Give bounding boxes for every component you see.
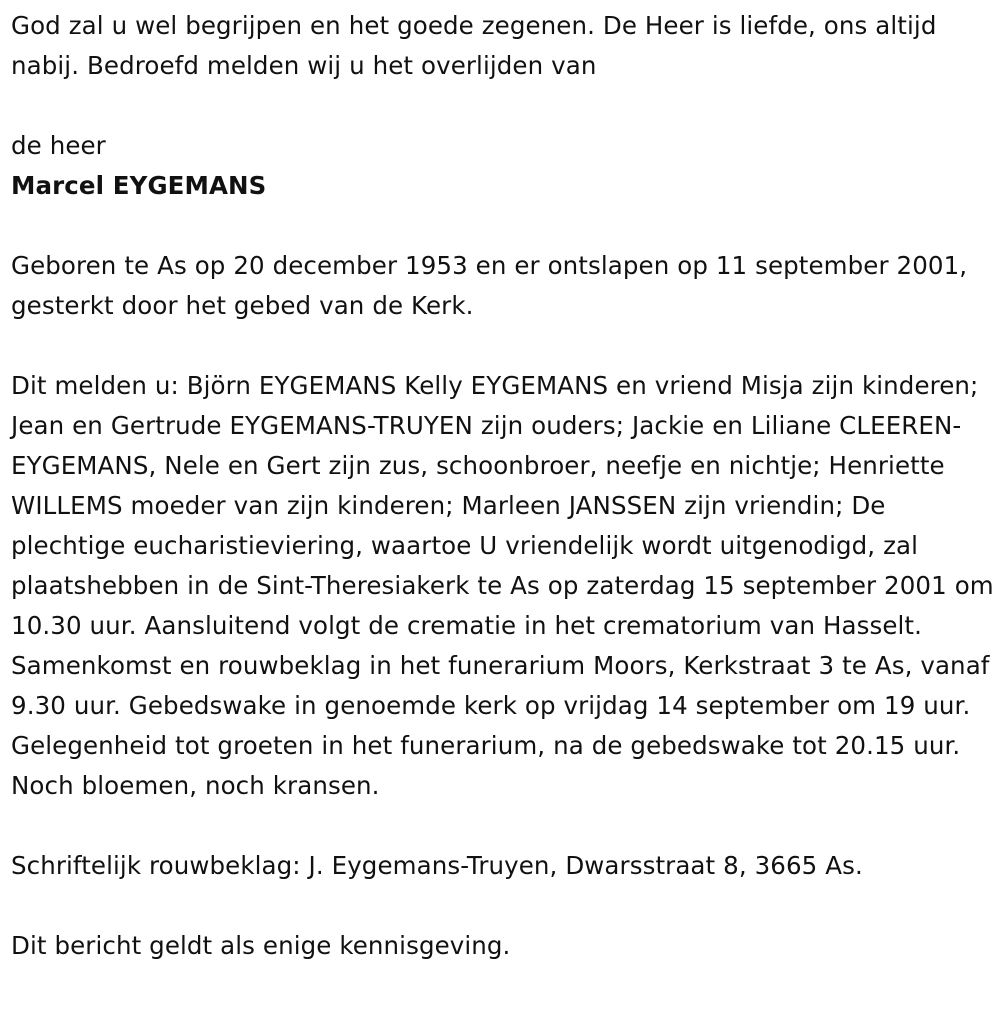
intro-text: God zal u wel begrijpen en het goede zegenen. De Heer is liefde, ons altijd nabij. Bedroefd melden wij u het overlijden van <box>11 11 937 80</box>
family-and-ceremony-text: Dit melden u: Björn EYGEMANS Kelly EYGEMANS en vriend Misja zijn kinderen; Jean en Gertrude EYGEMANS-TRUYEN zijn ouders; Jackie en Liliane CLEEREN-EYGEMANS, Nele en Gert zijn zus, schoonbroer, neefje en nichtje; Henriette WILLEMS moeder van zijn kinderen; Marleen JANSSEN zijn vriendin; De plechtige eucharistieviering, waartoe U vriendelijk wordt uitgenodigd, zal plaatshebben in de Sint-Theresiakerk te As op zaterdag 15 september 2001 om 10.30 uur. Aansluitend volgt de crematie in het crematorium van Hasselt. Samenkomst en rouwbeklag in het funerarium Moors, Kerkstraat 3 te As, vanaf 9.30 uur. Gebedswake in genoemde kerk op vrijdag 14 september om 19 uur. Gelegenheid tot groeten in het funerarium, na de gebedswake tot 20.15 uur. Noch bloemen, noch kransen. <box>11 371 994 800</box>
written-condolences-text: Schriftelijk rouwbeklag: J. Eygemans-Truyen, Dwarsstraat 8, 3665 As. <box>11 851 863 880</box>
closing-text: Dit bericht geldt als enige kennisgeving. <box>11 931 511 960</box>
spacer <box>11 326 996 366</box>
deceased-name: Marcel EYGEMANS <box>11 171 267 200</box>
birth-death-text: Geboren te As op 20 december 1953 en er ontslapen op 11 september 2001, gesterkt door het gebed van de Kerk. <box>11 251 968 320</box>
spacer <box>11 86 996 126</box>
spacer <box>11 806 996 846</box>
death-notice <box>11 6 996 966</box>
spacer <box>11 886 996 926</box>
spacer <box>11 206 996 246</box>
salutation: de heer <box>11 131 106 160</box>
